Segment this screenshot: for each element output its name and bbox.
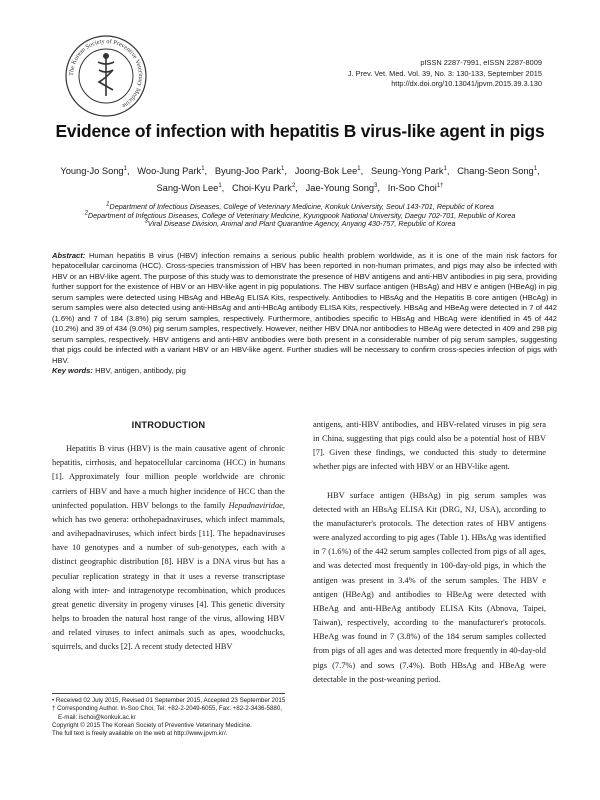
author-name: Jae-Young Song <box>305 182 375 193</box>
author-name: Choi-Kyu Park <box>232 182 292 193</box>
journal-info <box>242 58 542 90</box>
abstract-body <box>52 251 557 366</box>
author-list <box>60 163 540 196</box>
paper-title: Evidence of infection with hepatitis B virus-like agent in pigs <box>55 121 545 141</box>
paragraph: antigens, anti-HBV antibodies, and HBV-related viruses in pig sera in China, suggesting that pigs could also be a potential host of HBV [7]. Given these findings, we conducted this study to determine whether pigs are infected with HBV or an HBV-like agent. <box>313 420 546 472</box>
affiliation-item: $^1$Department of Infectious Diseases, College of Veterinary Medicine, Konkuk University, Seoul 143-701, Republic of Korea <box>106 201 494 211</box>
doi-link[interactable]: http://dx.doi.org/10.13041/jpvm.2015.39.3.130 <box>391 79 542 88</box>
abstract-text: Human hepatitis B virus (HBV) infection remains a serious public health problem worldwide, as it is one of the main risk factors for hepatocellular carcinoma (HCC). Cross-species transmission of HBV has been reported in non-human primates, and pigs may also be infected with HBV or an HBV-like agent. The purpose of this study was to demonstrate the presence of HBV antigens and anti-HBV antibodies in pig sera, providing further support for the existence of HBV or an HBV-like agent in pig populations. The HBV surface antigen (HBsAg) and HBV e antigen (HBeAg) in pig serum samples were detected using HBsAg and HBeAg ELISA Kits, respectively. Antibodies to HBsAg and the Hepatitis B core antigen (HBcAg) in serum samples were also detected using anti-HBsAg and anti-HBcAg antibody ELISA Kits, respectively. HBsAg and HBeAg were detected in 7 of 442 (1.6%) and 7 of 184 (3.8%) pig serum samples, respectively. Furthermore, antibodies specific to HBsAg and HBcAg were identified in 45 of 442 (10.2%) and 39 of 434 (9.0%) pig serum samples, respectively. However, neither HBV DNA nor antibodies to HBeAg were detected in 409 and 298 pig serum samples, respectively. HBV antigens and anti-HBV antibodies were both present in a considerable number of pig serum samples, suggesting that pigs could be infected with a variant HBV or an HBV-like agent. Further studies will be necessary to confirm cross-species infection of pigs with HBV. <box>52 251 557 365</box>
caduceus-emblem-icon <box>98 54 114 96</box>
footnotes <box>52 697 292 738</box>
author-name: In-Soo Choi <box>387 182 437 193</box>
corresponding-author: † Corresponding Author. In-Soo Choi, Tel: +82-2-2049-6055, Fax: +82-2-3436-5880, <box>52 705 283 713</box>
abstract <box>52 251 557 376</box>
author-line-1: Young-Jo Song$^1$, Woo-Jung Park$^1$, Byung-Joo Park$^1$, Joong-Bok Lee$^1$, Seung-Yong Park$^1$, Chang-Seon Song$^1$, <box>60 165 540 176</box>
body-column-left <box>52 418 285 655</box>
paragraph: HBV surface antigen (HBsAg) in pig serum samples was detected with an HBsAg ELISA Kit (DRG, NJ, USA), according to the manufacturer's protocols. The detection rates of HBV antigens were analyzed according to pig ages (Table 1). HBsAg was identified in 7 (1.6%) of the 442 serum samples collected from pigs of all ages, and was detected most frequently in 100-day-old pigs, in which the antigen was present in 3.4% of the serum samples. The HBV e antigen (HBeAg) and antibodies to HBeAg were detected with HBeAg and anti-HBeAg antibody ELISA Kits (Abnova, Taipei, Taiwan), respectively, according to the manufacturer's protocols. HBeAg was found in 7 (3.8%) of the 184 serum samples collected from pigs of all ages and was detected more frequently in 40-day-old pigs (7.7%) and sows (7.4%). Both HBsAg and HBeAg were detectable in the post-weaning period. <box>313 490 546 684</box>
affiliation-item: $^3$Viral Disease Division, Animal and Plant Quarantine Agency, Anyang 430-757, Republic of Korea <box>144 218 456 229</box>
family-name: Hepadnaviridae, <box>228 500 285 510</box>
received-dates: • Received 02 July 2015, Revised 01 September 2015, Accepted 23 September 2015 <box>52 697 286 704</box>
author-line-2: Sang-Won Lee$^1$, Choi-Kyu Park$^2$, Jae-Young Song$^3$, In-Soo Choi$^{1\dagger}$ <box>156 182 444 193</box>
affiliation-item: $^2$Department of Infectious Diseases, College of Veterinary Medicine, Kyungpook National University, Daegu 702-701, Republic of Korea <box>84 210 516 220</box>
corresponding-email[interactable]: E-mail: ischoi@konkuk.ac.kr <box>58 713 136 721</box>
author-name: Byung-Joo Park <box>214 166 282 176</box>
author-name: Chang-Seon Song <box>457 166 534 176</box>
society-logo <box>64 34 148 118</box>
abstract-label: Abstract: <box>52 251 86 260</box>
logo-ring-text: The Korean Society of Preventive Veterinary Medicine <box>67 37 145 110</box>
keywords-label: Key words: <box>52 365 93 375</box>
author-name: Sang-Won Lee <box>156 182 219 193</box>
author-name: Seung-Yong Park <box>370 166 444 176</box>
body-column-right <box>313 418 546 687</box>
keywords <box>52 366 557 376</box>
author-name: Joong-Bok Lee <box>294 166 358 176</box>
footnote-divider <box>52 693 285 694</box>
citation-line: J. Prev. Vet. Med. Vol. 39, No. 3: 130-133, September 2015 <box>347 68 542 78</box>
paragraph: Hepatitis B virus (HBV) is the main causative agent of chronic hepatitis, cirrhosis, and hepatocellular carcinoma (HCC) in humans [1]. Approximately four million people worldwide are chronic carriers of HBV and have a much higher incidence of HCC than the uninfected population. HBV belongs to the family Hepadnaviridae, which has two genera: orthohepadnaviruses, which infect mammals, and avihepadnaviruses, which infect birds [11]. The hepadnaviruses have 10 genotypes and a number of sub-genotypes, each with a distinct geographic distribution [8]. HBV is a DNA virus but has a peculiar replication strategy in that it uses a reverse transcriptase along with inter- and intragenotype recombination, which produces great genetic diversity in progeny viruses [4]. This genetic diversity helps to broaden the natural host range of the virus, allowing HBV and related viruses to infect animals such as apes, woodchucks, squirrels, and ducks [2]. A recent study detected HBV <box>52 444 285 652</box>
author-name: Woo-Jung Park <box>137 166 202 176</box>
affiliations <box>58 203 542 229</box>
fulltext-line: The full text is freely available on the web at http://www.jpvm.kr/. <box>52 730 228 738</box>
copyright-line: Copyright © 2015 The Korean Society of Preventive Veterinary Medicine. <box>52 721 252 729</box>
issn-line: pISSN 2287-7991, eISSN 2287-8009 <box>420 58 542 67</box>
keywords-text: HBV, antigen, antibody, pig <box>95 365 186 375</box>
author-name: Young-Jo Song <box>60 166 124 176</box>
section-heading-introduction: INTRODUCTION <box>131 420 206 430</box>
